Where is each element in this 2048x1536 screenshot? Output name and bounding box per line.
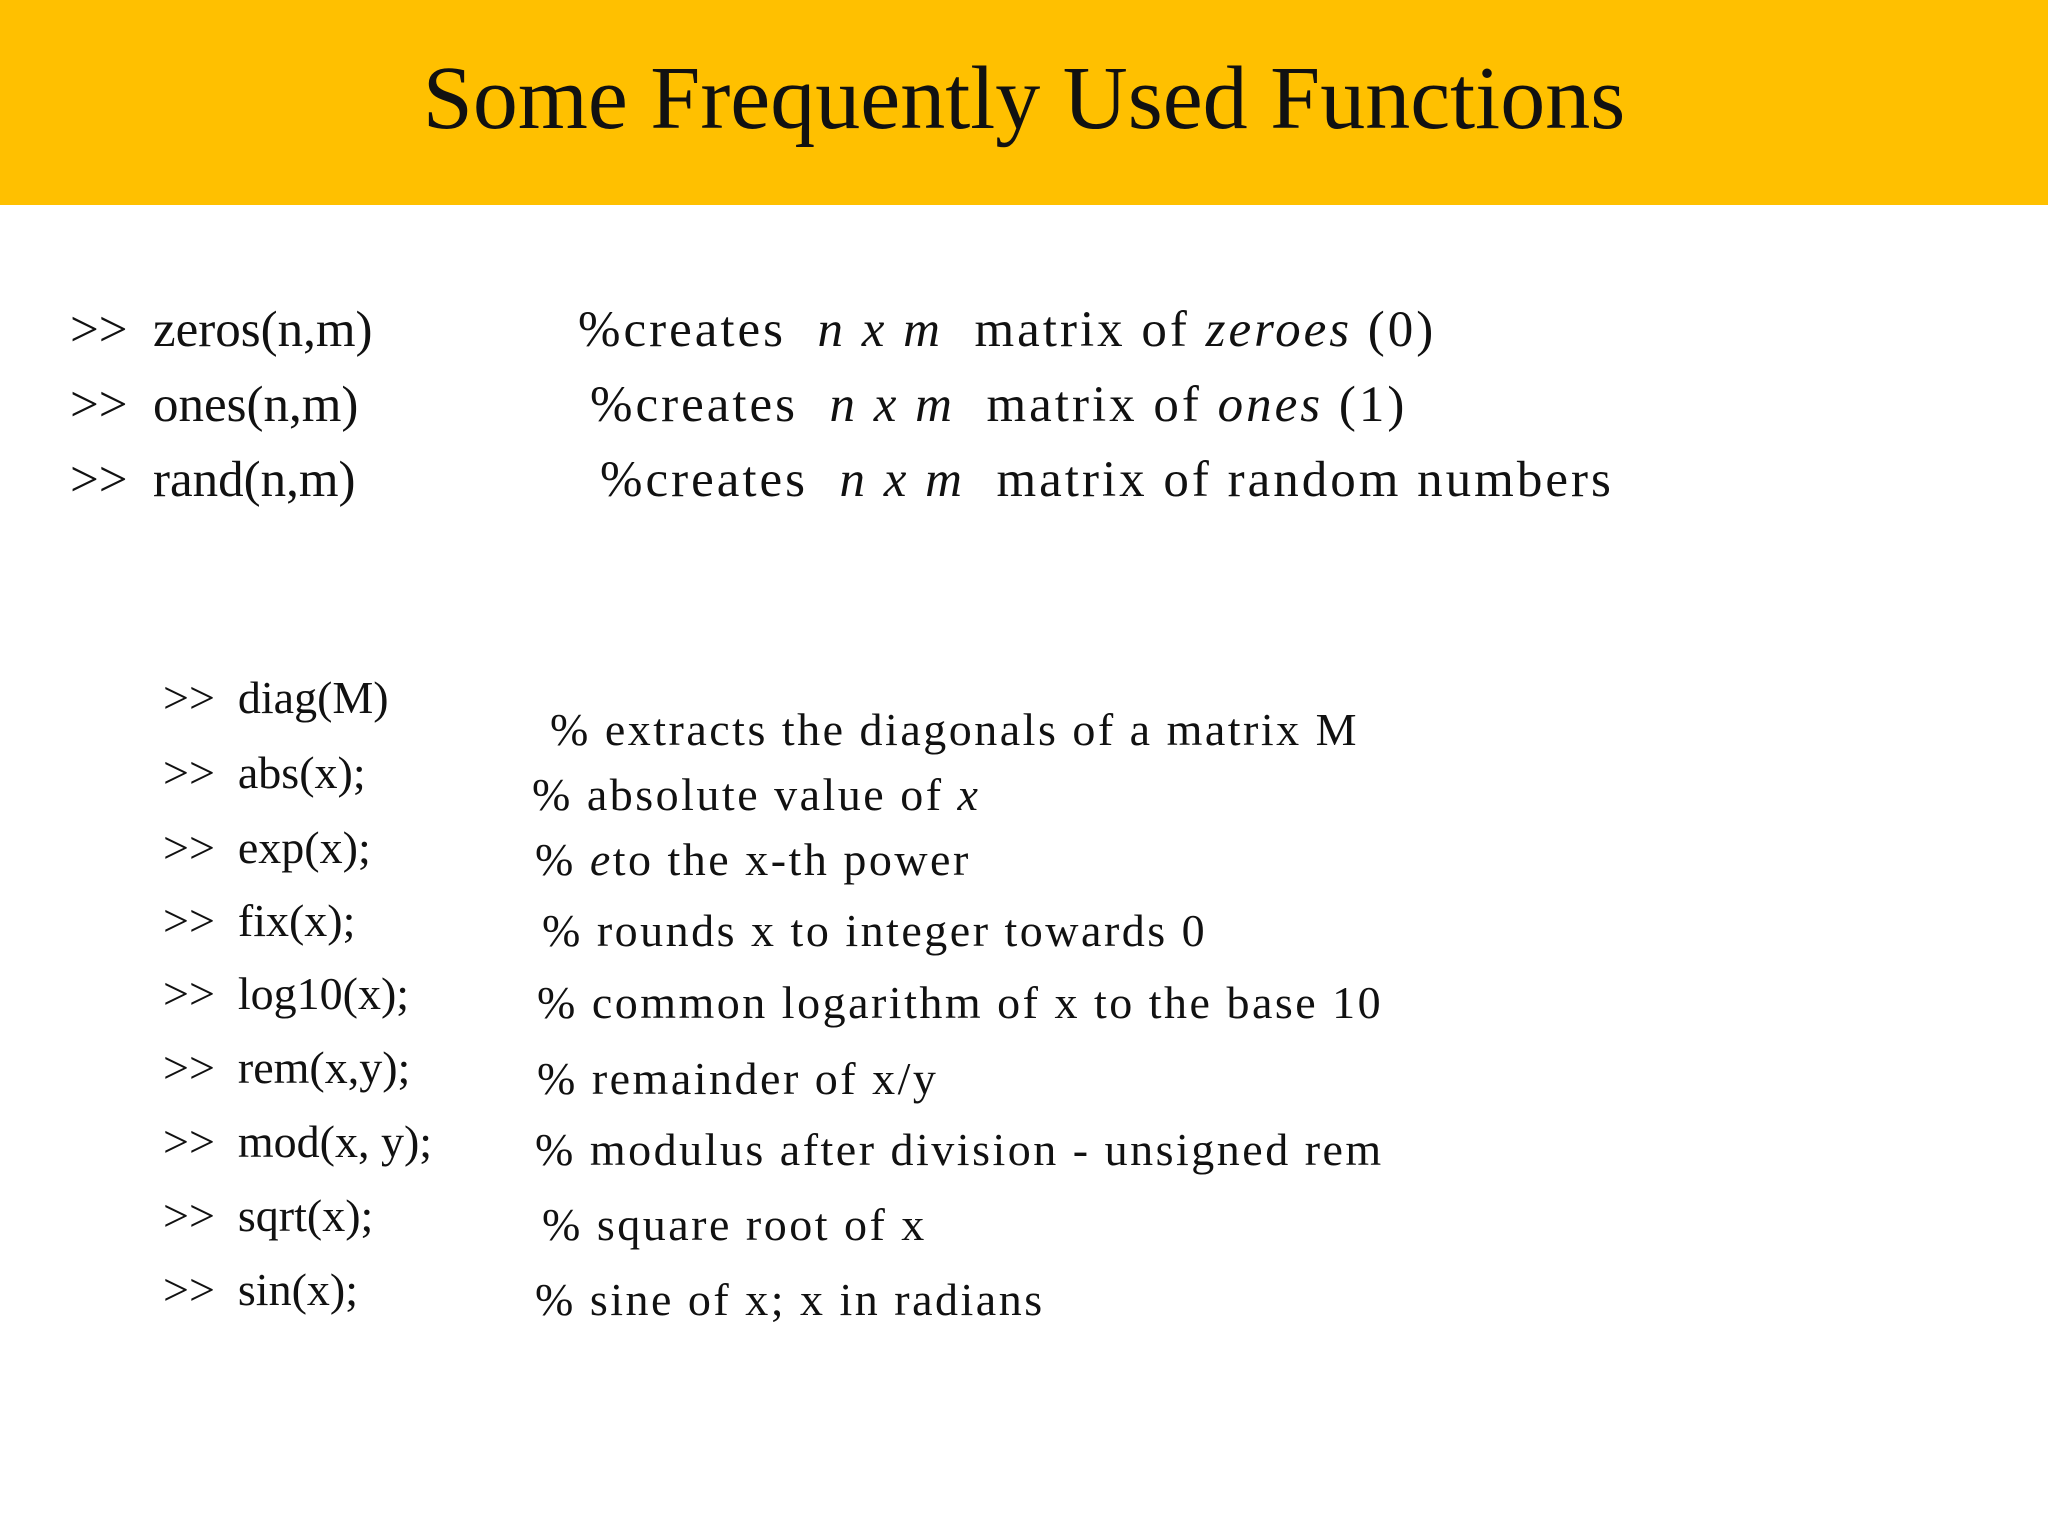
comment-rem: % remainder of x/y [537, 1053, 939, 1104]
comment-diag: % extracts the diagonals of a matrix M [550, 704, 1360, 755]
comment-mid: matrix of [974, 302, 1190, 358]
comment-mid: matrix of [986, 377, 1202, 433]
prompt: >> [163, 747, 215, 798]
code-line-zeros [70, 300, 373, 360]
code-line-fix [163, 893, 355, 949]
code-diag: diag(M) [237, 672, 389, 723]
prompt: >> [163, 1190, 215, 1241]
comment-ones [590, 375, 1407, 435]
prompt: >> [163, 1042, 215, 1093]
comment-abs [532, 767, 980, 823]
comment-log10: % common logarithm of x to the base 10 [537, 977, 1384, 1028]
code-ones: ones(n,m) [153, 377, 359, 433]
code-line-mod [163, 1114, 432, 1170]
comment-text: creates [623, 302, 787, 358]
comment-end: (1) [1338, 377, 1408, 433]
comment-pre: % absolute value of [532, 769, 944, 820]
comment-prefix: % [590, 377, 636, 433]
code-line-sin [163, 1262, 358, 1318]
prompt: >> [163, 968, 215, 1019]
comment-dims: n x m [817, 302, 943, 358]
comment-dims: n x m [829, 377, 955, 433]
slide-title: Some Frequently Used Functions [422, 49, 1626, 148]
code-fix: fix(x); [237, 895, 356, 946]
comment-text: creates [645, 452, 809, 508]
code-line-rem [163, 1040, 410, 1096]
comment-em: zeroes [1205, 302, 1353, 358]
code-line-log10 [163, 966, 409, 1022]
code-line-abs [163, 745, 366, 801]
prompt: >> [163, 672, 215, 723]
prompt: >> [163, 1116, 215, 1167]
prompt: >> [70, 377, 128, 433]
code-log10: log10(x); [237, 968, 410, 1019]
prompt: >> [163, 1264, 215, 1315]
comment-sin: % sine of x; x in radians [535, 1274, 1045, 1325]
comment-sqrt: % square root of x [542, 1199, 927, 1250]
comment-post: to the x-th power [612, 834, 971, 885]
code-rand: rand(n,m) [153, 452, 356, 508]
code-rem: rem(x,y); [237, 1042, 411, 1093]
code-mod: mod(x, y); [237, 1116, 433, 1167]
comment-text: creates [635, 377, 799, 433]
comment-dims: n x m [839, 452, 965, 508]
comment-mod: % modulus after division - unsigned rem [535, 1124, 1384, 1175]
comment-zeros [578, 300, 1436, 360]
comment-em: ones [1217, 377, 1324, 433]
comment-fix: % rounds x to integer towards 0 [542, 905, 1208, 956]
code-line-ones [70, 375, 358, 435]
code-line-diag [163, 670, 389, 726]
code-exp: exp(x); [237, 822, 371, 873]
comment-pre: % [535, 834, 576, 885]
comment-exp [535, 832, 971, 888]
code-sqrt: sqrt(x); [237, 1190, 374, 1241]
prompt: >> [70, 452, 128, 508]
comment-em: x [957, 769, 981, 820]
code-line-rand [70, 450, 356, 510]
code-line-exp [163, 820, 371, 876]
code-sin: sin(x); [237, 1264, 358, 1315]
prompt: >> [163, 822, 215, 873]
prompt: >> [70, 302, 128, 358]
code-abs: abs(x); [237, 747, 366, 798]
comment-rand [600, 450, 1614, 510]
prompt: >> [163, 895, 215, 946]
comment-prefix: % [578, 302, 624, 358]
comment-end: (0) [1367, 302, 1437, 358]
comment-mid: matrix of random numbers [996, 452, 1614, 508]
comment-prefix: % [600, 452, 646, 508]
code-line-sqrt [163, 1188, 373, 1244]
code-zeros: zeros(n,m) [153, 302, 373, 358]
comment-em: e [589, 834, 613, 885]
